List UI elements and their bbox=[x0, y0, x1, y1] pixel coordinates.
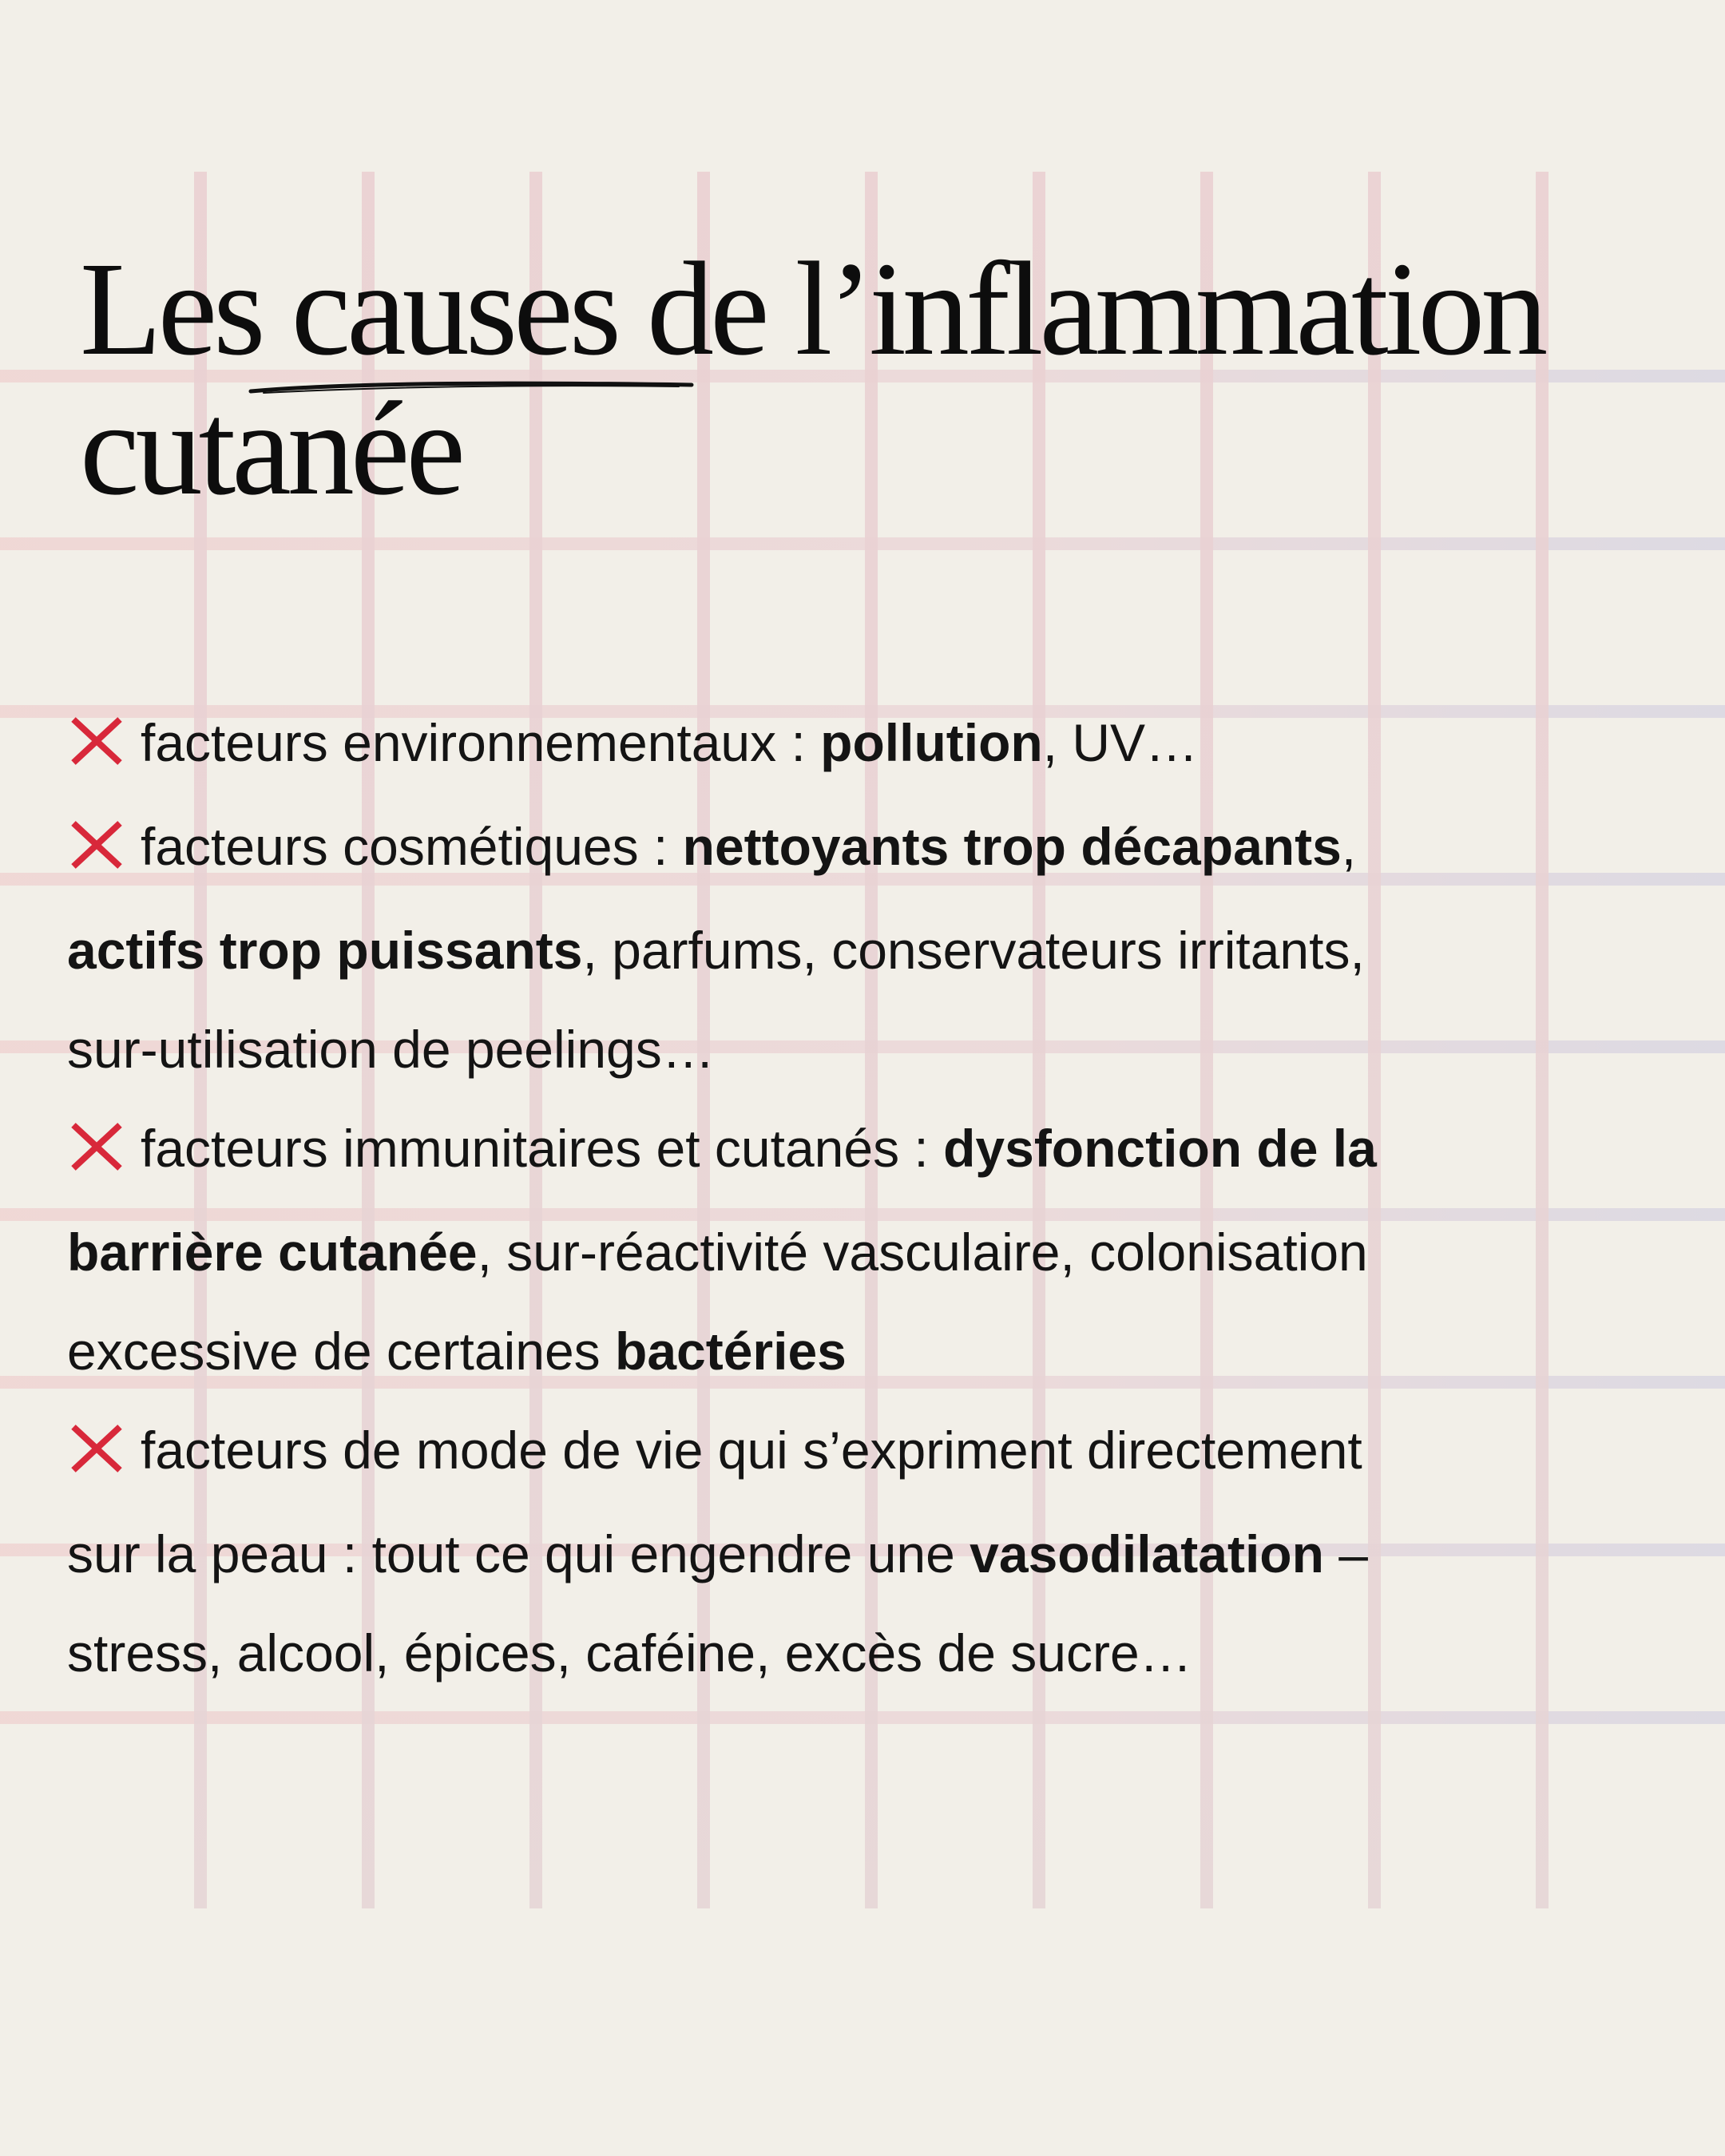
grid-horizontal-line bbox=[0, 1711, 1725, 1724]
title-line-1: Les causes de l’inflammation bbox=[80, 235, 1545, 383]
text: , bbox=[1341, 817, 1357, 876]
text: facteurs immunitaires et cutanés : bbox=[141, 1119, 944, 1178]
list-item bbox=[67, 1099, 1672, 1203]
text: sur la peau : tout ce qui engendre une bbox=[67, 1524, 970, 1583]
red-cross-icon bbox=[67, 822, 128, 881]
list-item bbox=[67, 797, 1672, 901]
bold-text: actifs trop puissants bbox=[67, 921, 583, 980]
text: – bbox=[1323, 1524, 1368, 1583]
text: facteurs environnementaux : bbox=[141, 713, 821, 772]
text: facteurs cosmétiques : bbox=[141, 817, 683, 876]
bold-text: barrière cutanée bbox=[67, 1223, 478, 1282]
list-item-continuation bbox=[67, 1504, 1672, 1603]
text: excessive de certaines bbox=[67, 1322, 616, 1381]
bold-text: pollution bbox=[820, 713, 1043, 772]
text: stress, alcool, épices, caféine, excès de sucre… bbox=[67, 1623, 1192, 1682]
text: , parfums, conservateurs irritants, bbox=[582, 921, 1365, 980]
list-item-continuation bbox=[67, 1603, 1672, 1702]
grid-horizontal-line bbox=[0, 537, 1725, 550]
text: sur-utilisation de peelings… bbox=[67, 1020, 715, 1079]
list-item-continuation bbox=[67, 1203, 1672, 1302]
causes-list bbox=[67, 693, 1672, 1702]
list-item-continuation bbox=[67, 901, 1672, 1000]
bold-text: dysfonction de la bbox=[943, 1119, 1377, 1178]
text: , UV… bbox=[1042, 713, 1199, 772]
red-cross-icon bbox=[67, 718, 128, 777]
red-cross-icon bbox=[67, 1425, 128, 1484]
title-line-2: cutanée bbox=[80, 375, 462, 523]
text: facteurs de mode de vie qui s’expriment directement bbox=[141, 1421, 1362, 1480]
list-item bbox=[67, 693, 1672, 797]
red-cross-icon bbox=[67, 1124, 128, 1183]
bold-text: bactéries bbox=[615, 1322, 847, 1381]
list-item bbox=[67, 1401, 1672, 1504]
list-item-continuation bbox=[67, 1000, 1672, 1099]
bold-text: nettoyants trop décapants bbox=[682, 817, 1342, 876]
list-item-continuation bbox=[67, 1302, 1672, 1401]
text: , sur-réactivité vasculaire, colonisation bbox=[477, 1223, 1368, 1282]
bold-text: vasodilatation bbox=[970, 1524, 1324, 1583]
title-underline-stroke bbox=[248, 375, 695, 399]
